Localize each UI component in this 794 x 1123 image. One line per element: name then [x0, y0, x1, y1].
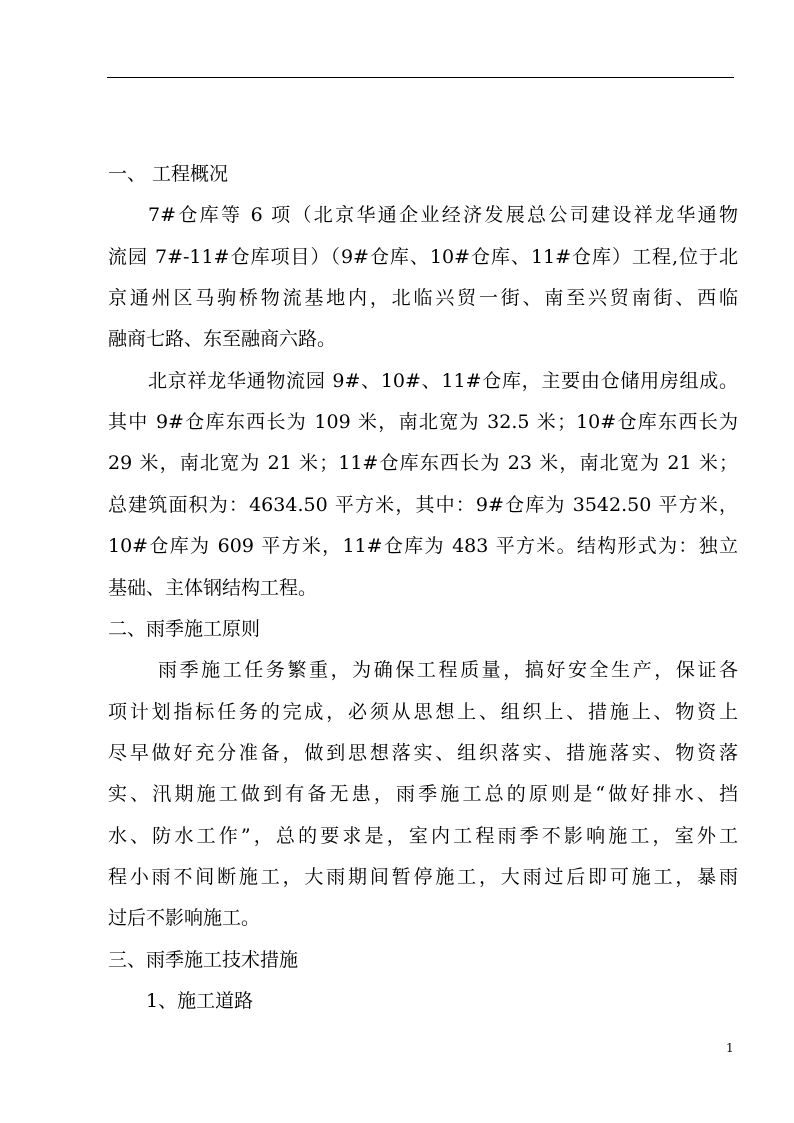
- text-line: 雨季施工任务繁重，为确保工程质量，搞好安全生产，保证各: [158, 659, 738, 682]
- text-line: 融商七路、东至融商六路。: [108, 328, 337, 351]
- text-line: 项计划指标任务的完成，必须从思想上、组织上、措施上、物资上: [108, 700, 738, 723]
- text-line: 水、防水工作”，总的要求是，室内工程雨季不影响施工，室外工: [108, 824, 738, 847]
- text-line: 其中 9#仓库东西长为 109 米，南北宽为 32.5 米；10#仓库东西长为: [108, 411, 738, 434]
- text-line: 三、雨季施工技术措施: [108, 948, 299, 971]
- text-line: 过后不影响施工。: [108, 907, 261, 930]
- text-line: 实、汛期施工做到有备无患，雨季施工总的原则是“做好排水、挡: [108, 783, 738, 806]
- page-number: 1: [726, 1041, 734, 1055]
- text-line: 流园 7#-11#仓库项目）（9#仓库、10#仓库、11#仓库）工程,位于北: [108, 245, 738, 268]
- text-line: 7#仓库等 6 项（北京华通企业经济发展总公司建设祥龙华通物: [148, 204, 738, 227]
- text-line: 北京祥龙华通物流园 9#、10#、11#仓库，主要由仓储用房组成。: [148, 369, 738, 392]
- text-line: 29 米，南北宽为 21 米；11#仓库东西长为 23 米，南北宽为 21 米；: [108, 452, 738, 475]
- text-line: 一、 工程概况: [108, 163, 229, 185]
- text-line: 程小雨不间断施工，大雨期间暂停施工，大雨过后即可施工，暴雨: [108, 865, 738, 888]
- text-line: 二、雨季施工原则: [108, 617, 261, 640]
- text-line: 10#仓库为 609 平方米，11#仓库为 483 平方米。结构形式为：独立: [108, 535, 738, 558]
- text-line: 1、施工道路: [146, 990, 254, 1012]
- text-line: 尽早做好充分准备，做到思想落实、组织落实、措施落实、物资落: [108, 741, 738, 764]
- text-line: 基础、主体钢结构工程。: [108, 576, 318, 599]
- header-rule: [107, 77, 734, 78]
- text-line: 京通州区马驹桥物流基地内，北临兴贸一街、南至兴贸南街、西临: [108, 287, 738, 310]
- text-line: 总建筑面积为：4634.50 平方米，其中：9#仓库为 3542.50 平方米，: [108, 493, 738, 516]
